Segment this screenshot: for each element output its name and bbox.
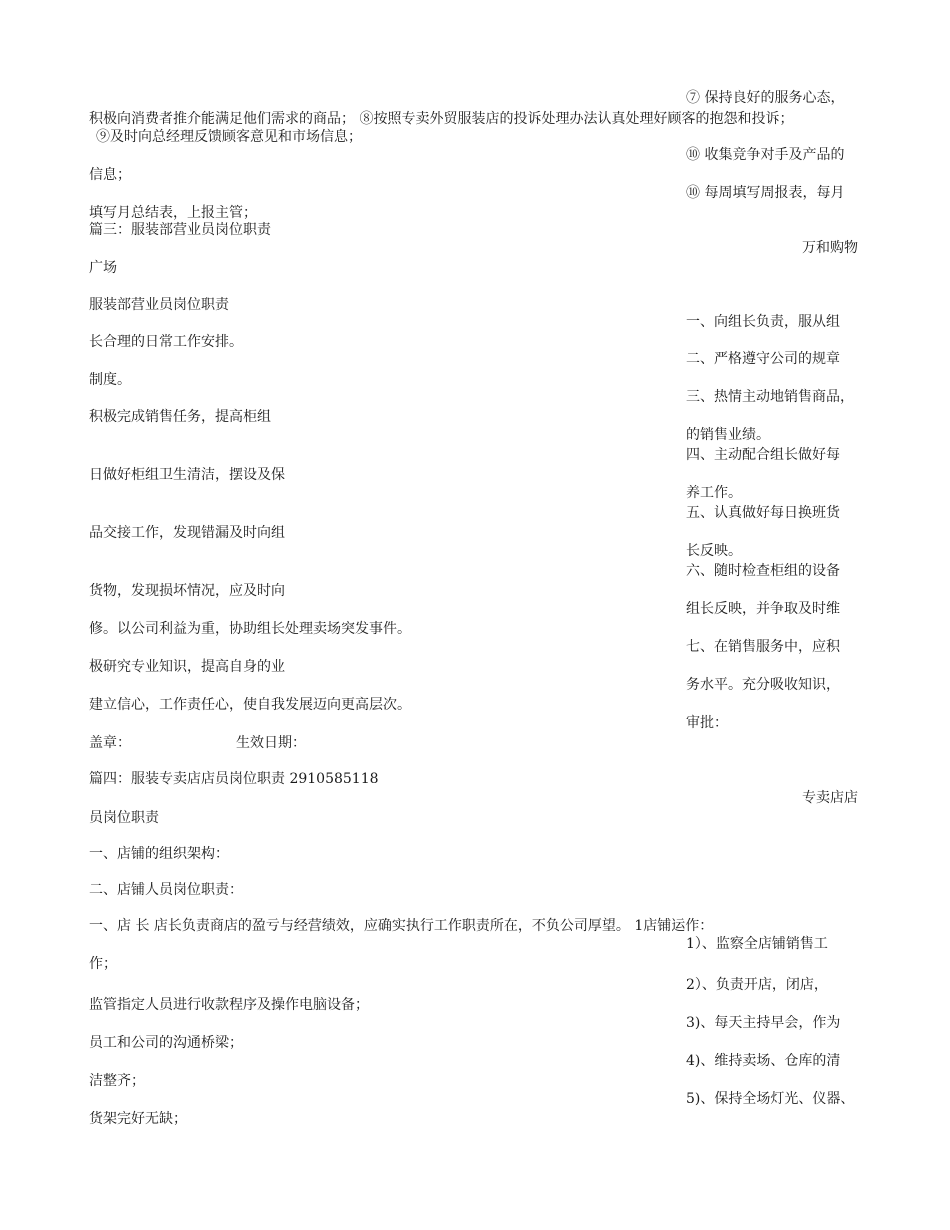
text-line: 组长反映，并争取及时维 <box>686 601 840 617</box>
text-line: 积极向消费者推介能满足他们需求的商品； ⑧按照专卖外贸服装店的投诉处理办法认真处理好顾客的抱怨和投诉； <box>89 111 794 127</box>
text-line: 四、主动配合组长做好每 <box>686 447 840 463</box>
text-line: 积极完成销售任务，提高柜组 <box>89 409 271 425</box>
text-line: 信息； <box>89 167 131 183</box>
text-line: 3)、每天主持早会，作为 <box>686 1015 841 1031</box>
text-line: 养工作。 <box>686 485 742 501</box>
text-line: 极研究专业知识，提高自身的业 <box>89 659 285 675</box>
text-line: 二、店铺人员岗位职责： <box>89 882 243 898</box>
text-line: 服装部营业员岗位职责 <box>89 297 229 313</box>
text-line: 五、认真做好每日换班货 <box>686 505 840 521</box>
text-line: 一、店铺的组织架构： <box>89 846 229 862</box>
text-line: 广场 <box>89 260 117 276</box>
text-line: 员岗位职责 <box>89 810 159 826</box>
text-line: 日做好柜组卫生清洁，摆设及保 <box>89 467 285 483</box>
text-line: ⑩ 每周填写周报表，每月 <box>686 185 845 201</box>
text-line: 建立信心，工作责任心，使自我发展迈向更高层次。 <box>89 697 411 713</box>
text-line: 4)、维持卖场、仓库的清 <box>686 1053 841 1069</box>
text-line: 修。以公司利益为重，协助组长处理卖场突发事件。 <box>89 621 411 637</box>
text-line: 监管指定人员进行收款程序及操作电脑设备； <box>89 997 369 1013</box>
text-line: 5)、保持全场灯光、仪器、 <box>686 1091 855 1107</box>
effective-date-label: 生效日期： <box>236 735 306 751</box>
text-line: 洁整齐； <box>89 1073 145 1089</box>
text-line: 三、热情主动地销售商品， <box>686 389 854 405</box>
text-line: 一、店 长 店长负责商店的盈亏与经营绩效，应确实执行工作职责所在，不负公司厚望。 1店铺运作： <box>89 918 714 934</box>
text-line: ⑨及时向总经理反馈顾客意见和市场信息； <box>96 129 362 145</box>
text-line: 货物，发现损坏情况，应及时向 <box>89 583 285 599</box>
section-heading: 篇三：服装部营业员岗位职责 <box>89 222 271 238</box>
text-line: 一、向组长负责，服从组 <box>686 314 840 330</box>
text-line: 制度。 <box>89 372 131 388</box>
text-line: 的销售业绩。 <box>686 427 770 443</box>
text-line: 六、随时检查柜组的设备 <box>686 563 840 579</box>
text-line: 专卖店店 <box>802 790 858 806</box>
text-line: 2）、负责开店，闭店， <box>686 977 828 993</box>
text-line: 二、严格遵守公司的规章 <box>686 351 840 367</box>
text-line: 填写月总结表，上报主管； <box>89 205 257 221</box>
text-line: 货架完好无缺； <box>89 1111 187 1127</box>
seal-label: 盖章： <box>89 735 131 751</box>
text-line: 务水平。充分吸收知识， <box>686 677 840 693</box>
text-line: ⑩ 收集竞争对手及产品的 <box>686 147 845 163</box>
text-line: 长反映。 <box>686 543 742 559</box>
text-line: 品交接工作，发现错漏及时向组 <box>89 525 285 541</box>
text-line: 万和购物 <box>802 240 858 256</box>
text-line: 1）、监察全店铺销售工 <box>686 936 828 952</box>
text-line: ⑦ 保持良好的服务心态， <box>686 90 845 106</box>
text-line: 员工和公司的沟通桥梁； <box>89 1035 243 1051</box>
text-line: 七、在销售服务中，应积 <box>686 639 840 655</box>
section-heading: 篇四：服装专卖店店员岗位职责 2910585118 <box>89 771 379 787</box>
text-line: 长合理的日常工作安排。 <box>89 334 243 350</box>
text-line: 作； <box>89 956 117 972</box>
text-line: 审批： <box>686 715 728 731</box>
